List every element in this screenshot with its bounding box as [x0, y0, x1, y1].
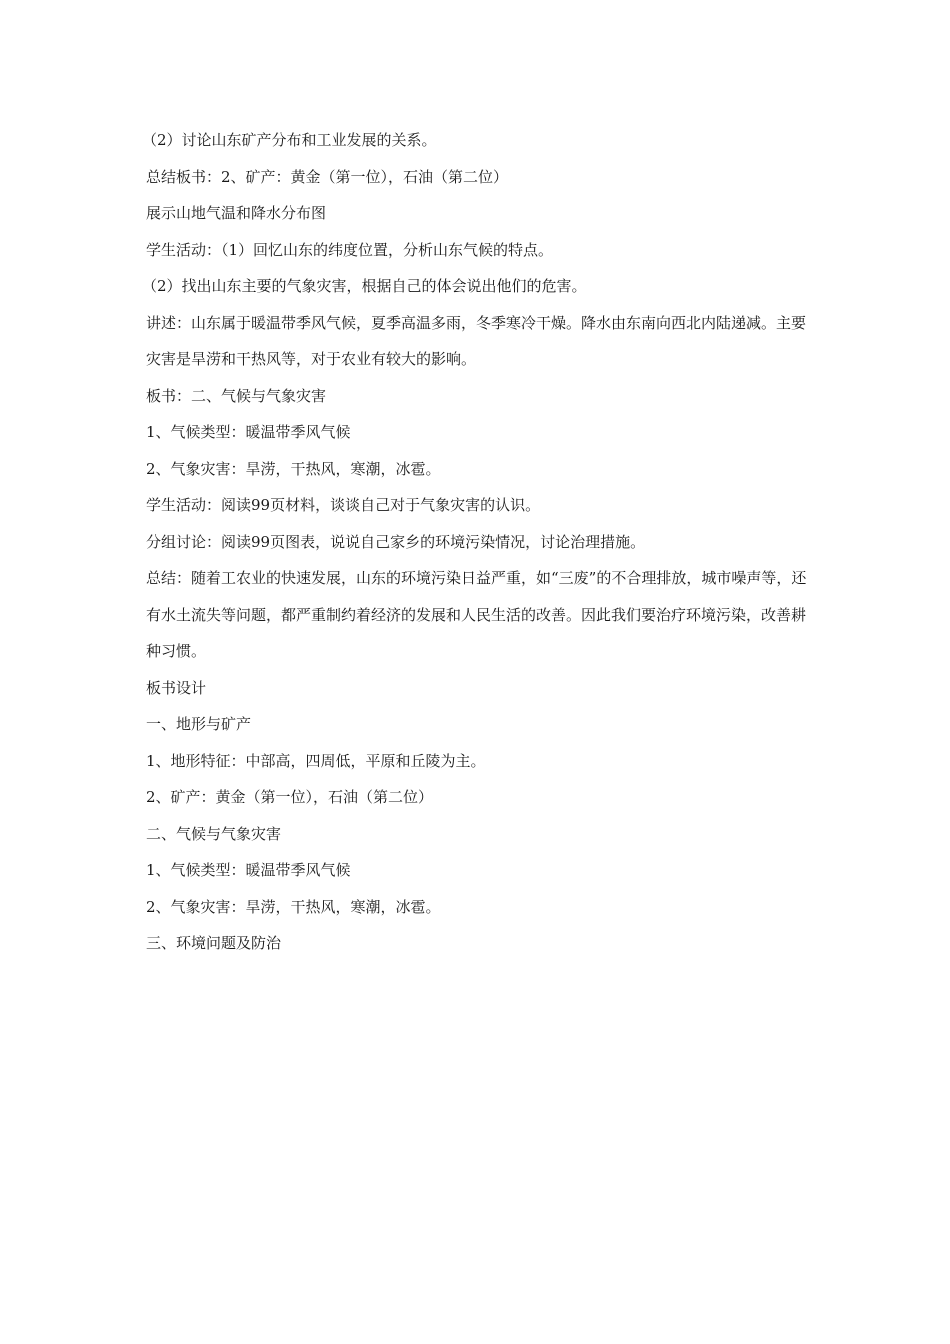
paragraph-climate-type-2: 1、气候类型：暖温带季风气候 [146, 861, 351, 879]
paragraph-weather-disasters: 2、气象灾害：旱涝，干热风，寒潮，冰雹。 [146, 459, 441, 478]
paragraph-section-3-heading: 三、环境问题及防治 [146, 934, 282, 952]
paragraph-section-1-heading: 一、地形与矿产 [146, 715, 252, 733]
paragraph-show-map: 展示山地气温和降水分布图 [146, 204, 327, 222]
paragraph-weather-disasters-2: 2、气象灾害：旱涝，干热风，寒潮，冰雹。 [146, 897, 441, 916]
paragraph-board-climate: 板书：二、气候与气象灾害 [146, 386, 327, 405]
document-body [142, 122, 811, 962]
paragraph-student-activity-reading: 学生活动：阅读99页材料，谈谈自己对于气象灾害的认识。 [146, 496, 541, 514]
paragraph-lecture-climate: 讲述：山东属于暖温带季风气候，夏季高温多雨，冬季寒冷干燥。降水由东南向西北内陆递减。主要灾害是旱涝和干热风等，对于农业有较大的影响。 [146, 313, 807, 368]
paragraph-discussion-2: （2）讨论山东矿产分布和工业发展的关系。 [142, 131, 437, 149]
paragraph-summary-minerals: 总结板书：2、矿产：黄金（第一位），石油（第二位） [146, 167, 509, 186]
paragraph-terrain-features: 1、地形特征：中部高，四周低，平原和丘陵为主。 [146, 751, 486, 770]
paragraph-student-activity-1: 学生活动：（1）回忆山东的纬度位置，分析山东气候的特点。 [146, 240, 554, 259]
paragraph-board-design-title: 板书设计 [146, 678, 207, 697]
paragraph-minerals: 2、矿产：黄金（第一位），石油（第二位） [146, 788, 434, 806]
paragraph-summary-environment: 总结：随着工农业的快速发展，山东的环境污染日益严重，如“三废”的不合理排放，城市噪声等，还有水土流失等问题，都严重制约着经济的发展和人民生活的改善。因此我们要治疗环境污染，改善耕种习惯。 [146, 569, 807, 660]
paragraph-climate-type: 1、气候类型：暖温带季风气候 [146, 423, 351, 441]
paragraph-student-activity-2: （2）找出山东主要的气象灾害，根据自己的体会说出他们的危害。 [142, 277, 587, 295]
paragraph-section-2-heading: 二、气候与气象灾害 [146, 824, 282, 843]
paragraph-group-discussion: 分组讨论：阅读99页图表，说说自己家乡的环境污染情况，讨论治理措施。 [146, 532, 646, 551]
